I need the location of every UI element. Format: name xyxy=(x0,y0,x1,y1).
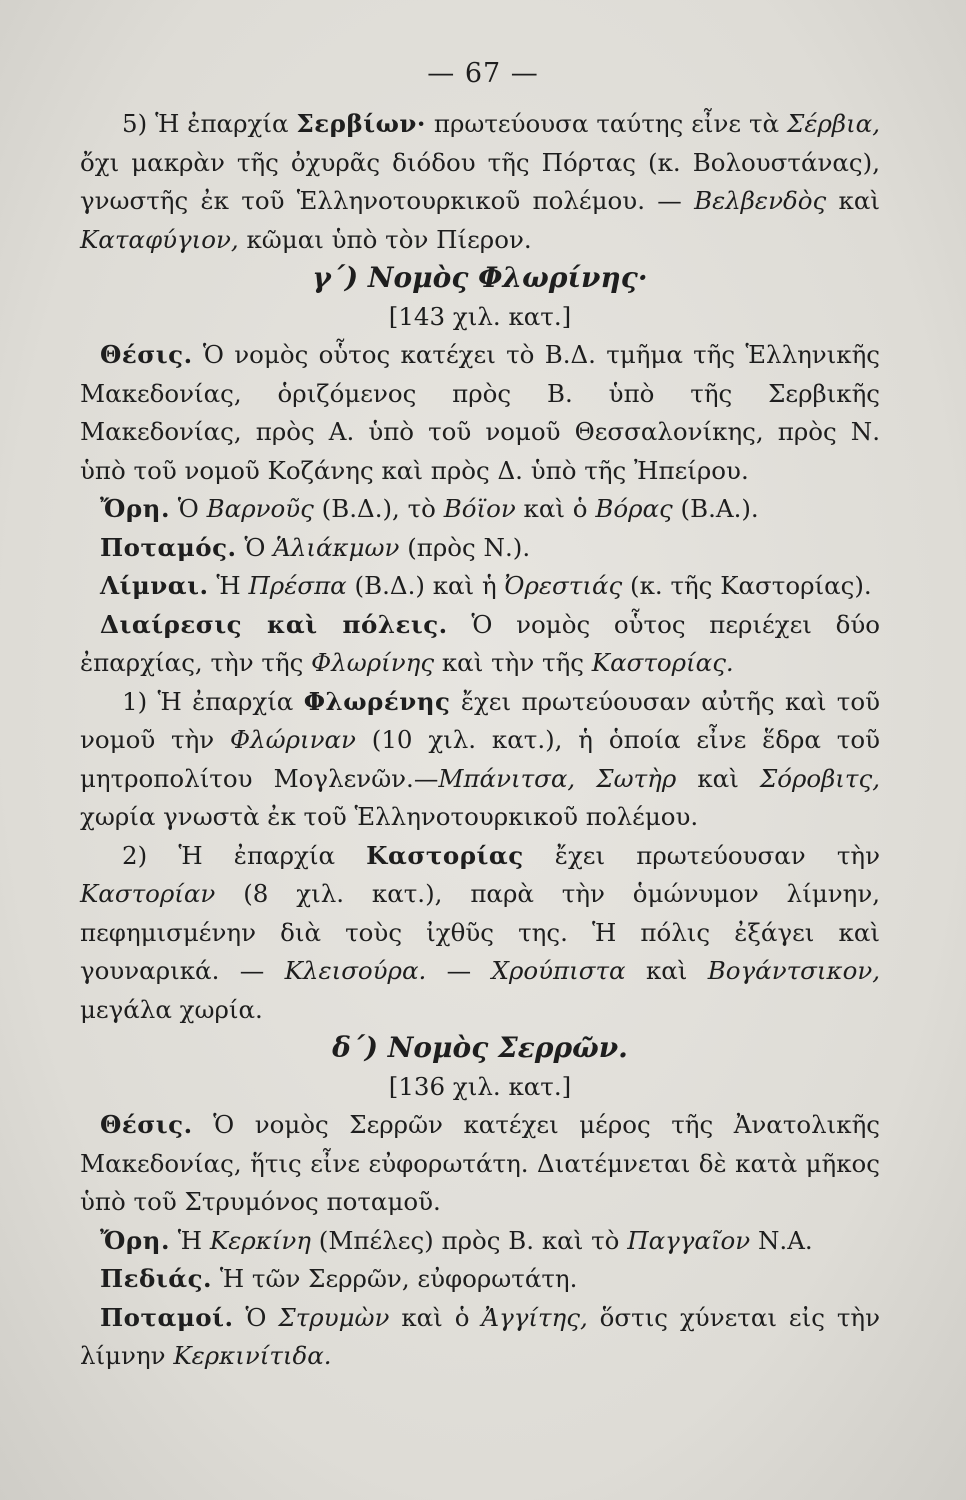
italic-name: Βογάντσικον, xyxy=(707,956,880,985)
paragraph-servia xyxy=(80,105,880,259)
bold-label: Ὄρη. xyxy=(100,1225,170,1255)
italic-name: Φλώριναν xyxy=(230,725,356,754)
paragraph-potamoi-serres xyxy=(80,1299,880,1376)
italic-name: Κερκινίτιδα. xyxy=(173,1341,332,1370)
text-run: (Β.Δ.) καὶ ἡ xyxy=(346,571,505,600)
italic-name: Σέρβια, xyxy=(787,109,881,138)
italic-name: Παγγαῖον xyxy=(627,1225,751,1255)
bold-label: Διαίρεσις καὶ πόλεις. xyxy=(100,609,448,639)
text-run: καὶ ὁ xyxy=(389,1302,482,1332)
italic-name: Βελβενδὸς xyxy=(694,186,827,215)
italic-name: Πρέσπα xyxy=(248,571,347,600)
paragraph-eparchia-florinis xyxy=(80,683,880,837)
italic-name: Ὀρεστιάς xyxy=(504,571,623,600)
section-area-serres: [136 χιλ. κατ.] xyxy=(388,1071,572,1101)
bold-label: Θέσις. xyxy=(100,1110,193,1139)
paragraph-ori-serres xyxy=(80,1222,880,1261)
text-run: καὶ xyxy=(625,956,708,985)
text-run: (πρὸς Ν.). xyxy=(399,532,531,562)
text-run: ὄχι μακρὰν τῆς ὀχυρᾶς διόδου τῆς Πόρτας (κ. Βολουστάνας), γνωστῆς ἐκ τοῦ Ἑλληνοτουρκικοῦ πολέμου. — xyxy=(80,147,880,215)
italic-name: Βαρνοῦς xyxy=(206,494,314,523)
text-run: ὅστις χύνεται εἰς τὴν λίμνην xyxy=(80,1302,881,1370)
text-run: ἔχει πρωτεύουσαν αὐτῆς καὶ τοῦ νομοῦ τὴν xyxy=(80,686,880,754)
bold-label: Πεδιάς. xyxy=(100,1264,213,1293)
paragraph-thesis-serres xyxy=(80,1106,880,1222)
text-run: (Β.Δ.), τὸ xyxy=(313,494,444,523)
bold-label: Λίμναι. xyxy=(100,571,209,600)
italic-name: Φλωρίνης xyxy=(311,648,435,677)
text-run: Ἡ τῶν Σερρῶν, εὐφορωτάτη. xyxy=(212,1264,578,1293)
paragraph-limnai-florina xyxy=(80,567,880,606)
text-run: καὶ xyxy=(676,763,760,793)
text-run: χωρία γνωστὰ ἐκ τοῦ Ἑλληνοτουρκικοῦ πολέμου. xyxy=(80,802,699,831)
text-run: καὶ ὁ xyxy=(515,494,596,523)
text-run: μεγάλα χωρία. xyxy=(80,994,263,1024)
paragraph-pedias-serres xyxy=(80,1260,880,1299)
italic-name: Κλεισούρα. xyxy=(284,956,427,985)
section-heading-serres: δ΄) Νομὸς Σερρῶν. xyxy=(332,1031,628,1064)
italic-name: Καστορίαν xyxy=(80,879,216,908)
italic-name: Χρούπιστα xyxy=(491,956,626,985)
text-run: Ὁ xyxy=(233,1302,279,1332)
text-run: (8 χιλ. κατ.), παρὰ τὴν ὁμώνυμον λίμνην, πεφημισμένην διὰ τοὺς ἰχθῦς της. Ἡ πόλις ἐξάγει καὶ γουναρικά. — xyxy=(80,879,880,985)
paragraph-eparchia-kastorias xyxy=(80,837,880,1030)
section-heading-florina: γ΄) Νομὸς Φλωρίνης· xyxy=(312,261,648,294)
text-run: Ἡ xyxy=(170,1225,210,1255)
paragraph-ori-florina xyxy=(80,490,880,529)
text-run: Ὁ xyxy=(170,494,207,523)
bold-label: Ποταμός. xyxy=(100,532,237,562)
text-run: 2) Ἡ ἐπαρχία xyxy=(122,840,367,870)
italic-name: Στρυμὼν xyxy=(278,1302,390,1332)
text-run: ἔχει πρωτεύουσαν τὴν xyxy=(523,840,881,870)
text-run: καὶ τὴν τῆς xyxy=(434,648,592,677)
page-number: — 67 — xyxy=(427,58,539,89)
bold-label: Ὄρη. xyxy=(100,494,170,523)
text-run: κῶμαι ὑπὸ τὸν Πίερον. xyxy=(238,224,532,254)
text-run: Ὁ xyxy=(236,532,274,562)
section-area-florina: [143 χιλ. κατ.] xyxy=(388,301,572,331)
italic-name: Ἀγγίτης, xyxy=(481,1302,588,1332)
bold-term: Φλωρένης xyxy=(303,686,451,716)
text-run: (10 χιλ. κατ.), ἡ ὁποία εἶνε ἕδρα τοῦ μητροπολίτου Μογλενῶν.— xyxy=(80,725,880,793)
text-run: 5) Ἡ ἐπαρχία xyxy=(122,109,297,138)
italic-name: Καταφύγιον, xyxy=(80,224,239,254)
bold-label: Θέσις. xyxy=(100,340,193,369)
italic-name: Κερκίνη xyxy=(209,1225,311,1255)
bold-term: Σερβίων· xyxy=(296,109,426,138)
italic-name: Σόροβιτς, xyxy=(759,763,880,793)
text-run: Ὁ νομὸς οὗτος περιέχει δύο ἐπαρχίας, τὴν τῆς xyxy=(80,609,880,677)
italic-name: Καστορίας. xyxy=(591,648,734,677)
text-run: (κ. τῆς Καστορίας). xyxy=(622,571,872,600)
italic-name: Βόϊον xyxy=(443,494,516,523)
italic-name: Βόρας xyxy=(595,494,673,523)
italic-name: Μπάνιτσα, Σωτὴρ xyxy=(438,763,677,793)
paragraph-thesis-florina xyxy=(80,336,880,490)
text-run: (Β.Α.). xyxy=(672,494,759,523)
italic-name: Ἁλιάκμων xyxy=(273,532,400,562)
text-run: Ὁ νομὸς Σερρῶν κατέχει μέρος τῆς Ἀνατολικῆς Μακεδονίας, ἥτις εἶνε εὐφορωτάτη. Διατέμνεται δὲ κατὰ μῆκος ὑπὸ τοῦ Στρυμόνος ποταμοῦ. xyxy=(80,1110,880,1216)
text-run: — xyxy=(426,956,492,985)
body-text xyxy=(80,105,880,1376)
paragraph-diaireseis xyxy=(80,606,880,683)
paragraph-potamos-florina xyxy=(80,529,880,568)
text-run: Ν.Α. xyxy=(750,1225,813,1255)
text-run: Ἡ xyxy=(208,571,249,600)
text-run: πρωτεύουσα ταύτης εἶνε τὰ xyxy=(425,109,788,138)
text-run: (Μπέλες) πρὸς Β. καὶ τὸ xyxy=(311,1225,628,1255)
bold-label: Ποταμοί. xyxy=(100,1302,234,1332)
bold-term: Καστορίας xyxy=(366,840,524,870)
text-run: Ὁ νομὸς οὗτος κατέχει τὸ Β.Δ. τμῆμα τῆς Ἑλληνικῆς Μακεδονίας, ὁριζόμενος πρὸς Β. ὑπὸ τῆς Σερβικῆς Μακεδονίας, πρὸς Α. ὑπὸ τοῦ νομοῦ Θεσσαλονίκης, πρὸς Ν. ὑπὸ τοῦ νομοῦ Κοζάνης καὶ πρὸς Δ. ὑπὸ τῆς Ἠπείρου. xyxy=(80,340,880,485)
text-run: καὶ xyxy=(826,186,880,215)
text-run: 1) Ἡ ἐπαρχία xyxy=(122,686,304,716)
